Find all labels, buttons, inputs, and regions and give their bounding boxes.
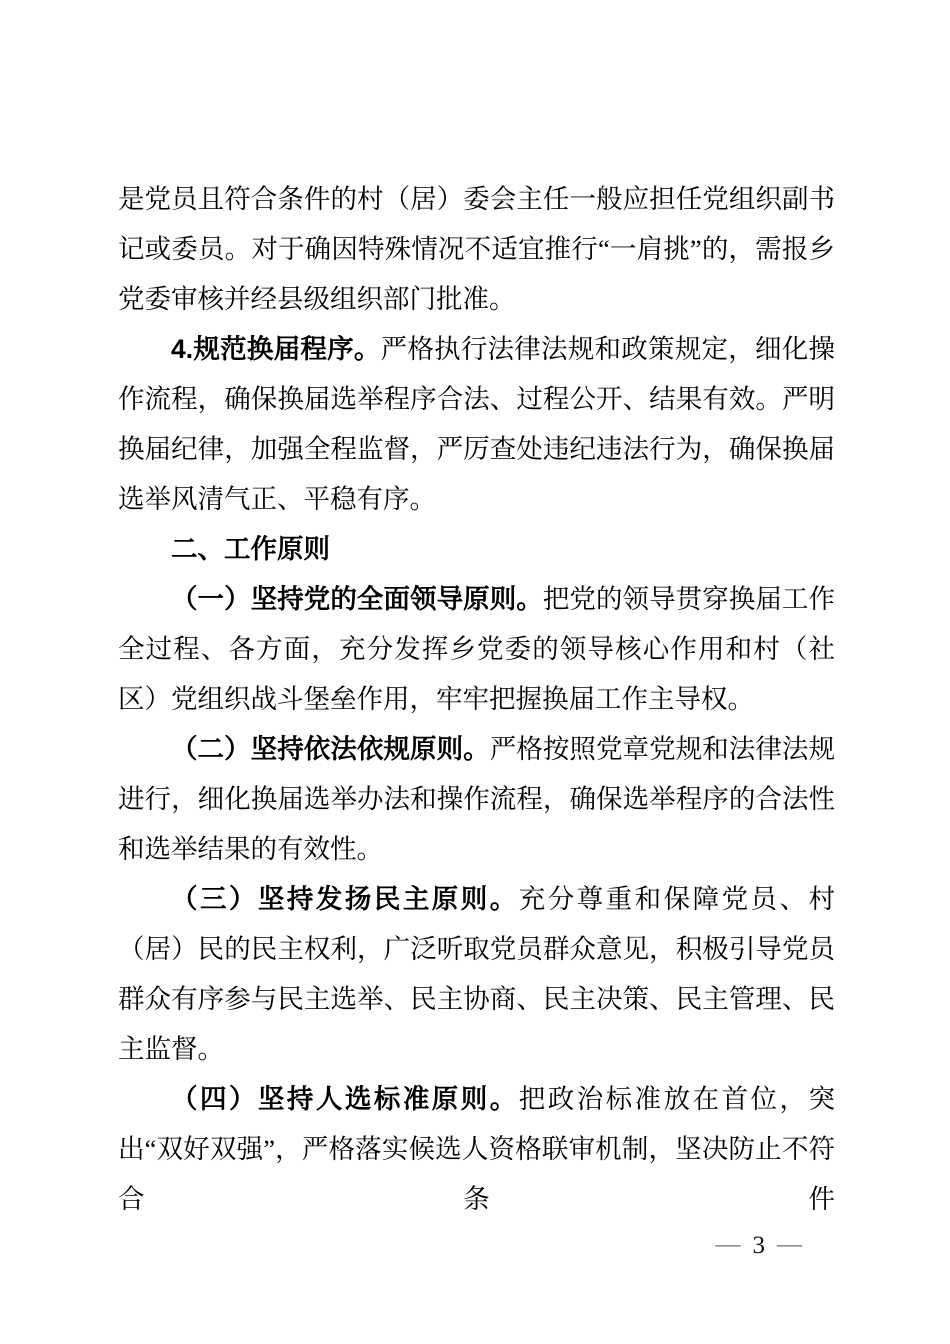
- text-run: 把党的领导贯穿换届工作全过程、各方面，充分发挥乡党委的领导核心作用和村（社区）党组织战斗堡垒作用，牢牢把握换届工作主导权。: [118, 584, 835, 714]
- text-run: 把政治标准放在首位，突出“双好双强”，严格落实候选人资格联审机制，坚决防止不符合条件: [118, 1084, 836, 1214]
- text-run: 充分尊重和保障党员、村（居）民的民主权利，广泛听取党员群众意见，积极引导党员群众有序参与民主选举、民主协商、民主决策、民主管理、民主监督。: [118, 884, 836, 1064]
- paragraph: [118, 174, 835, 324]
- section-heading: [118, 524, 835, 574]
- page-number-value: 3: [752, 1232, 765, 1259]
- paragraph: [118, 1074, 835, 1224]
- page-number-right-dash: —: [777, 1231, 802, 1258]
- page-number-left-dash: —: [715, 1231, 741, 1258]
- paragraph: [118, 874, 835, 1074]
- document-body: [118, 174, 835, 1224]
- bold-run: （二）坚持依法依规原则。: [171, 734, 490, 764]
- text-run: 严格执行法律法规和政策规定，细化操作流程，确保换届选举程序合法、过程公开、结果有效。严明换届纪律，加强全程监督，严厉查处违纪违法行为，确保换届选举风清气正、平稳有序。: [118, 334, 836, 514]
- bold-run: （一）坚持党的全面领导原则。: [171, 584, 543, 614]
- paragraph: [118, 324, 835, 524]
- bold-run: 二、工作原则: [171, 534, 330, 564]
- paragraph: [118, 574, 835, 724]
- bold-run: （三）坚持发扬民主原则。: [171, 884, 519, 914]
- page-number: [716, 1233, 803, 1258]
- bold-run: （四）坚持人选标准原则。: [171, 1084, 519, 1114]
- text-run: 是党员且符合条件的村（居）委会主任一般应担任党组织副书记或委员。对于确因特殊情况不适宜推行“一肩挑”的，需报乡党委审核并经县级组织部门批准。: [118, 184, 835, 314]
- paragraph: [118, 724, 835, 874]
- text-run: 严格按照党章党规和法律法规进行，细化换届选举办法和操作流程，确保选举程序的合法性和选举结果的有效性。: [118, 734, 835, 864]
- bold-run: 4.规范换届程序。: [171, 334, 381, 364]
